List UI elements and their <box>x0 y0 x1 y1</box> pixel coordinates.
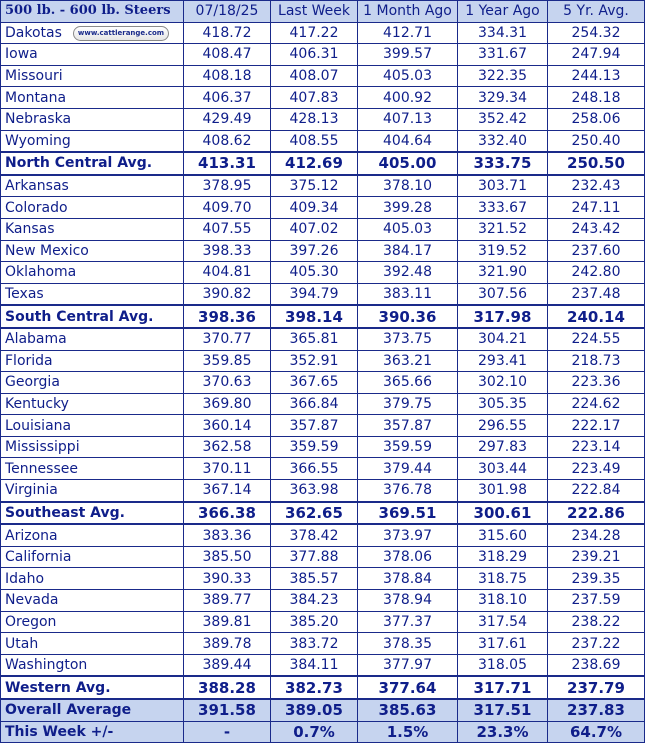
cell-value: 218.73 <box>548 350 645 372</box>
header-weight-class: 500 lb. - 600 lb. Steers <box>1 1 184 23</box>
cell-value: 357.87 <box>358 415 458 437</box>
cell-value: 406.31 <box>271 44 358 66</box>
row-label: California <box>1 546 184 568</box>
table-row <box>1 633 645 655</box>
cell-value: 321.52 <box>458 218 548 240</box>
row-label: Florida <box>1 350 184 372</box>
row-label: Arkansas <box>1 175 184 197</box>
cell-value: 404.64 <box>358 130 458 152</box>
row-label: Alabama <box>1 328 184 350</box>
cell-value: - <box>184 721 271 743</box>
cell-value: 369.51 <box>358 502 458 525</box>
cell-value: 412.71 <box>358 22 458 44</box>
cell-value: 237.83 <box>548 699 645 721</box>
row-label: Colorado <box>1 197 184 219</box>
row-label: Georgia <box>1 372 184 394</box>
cell-value: 384.23 <box>271 590 358 612</box>
table-row <box>1 590 645 612</box>
cell-value: 397.26 <box>271 240 358 262</box>
cell-value: 366.84 <box>271 393 358 415</box>
cell-value: 363.21 <box>358 350 458 372</box>
cell-value: 238.69 <box>548 654 645 676</box>
header-last-week: Last Week <box>271 1 358 23</box>
cell-value: 352.91 <box>271 350 358 372</box>
cell-value: 390.33 <box>184 568 271 590</box>
cell-value: 408.07 <box>271 65 358 87</box>
table-row <box>1 458 645 480</box>
table-row <box>1 480 645 502</box>
cell-value: 359.59 <box>271 436 358 458</box>
header-five-year-avg: 5 Yr. Avg. <box>548 1 645 23</box>
row-label: Kansas <box>1 218 184 240</box>
cell-value: 333.75 <box>458 152 548 175</box>
cell-value: 239.21 <box>548 546 645 568</box>
cell-value: 370.11 <box>184 458 271 480</box>
cell-value: 408.47 <box>184 44 271 66</box>
cell-value: 237.48 <box>548 283 645 305</box>
cell-value: 359.59 <box>358 436 458 458</box>
avg-row <box>1 305 645 328</box>
cell-value: 322.35 <box>458 65 548 87</box>
cell-value: 247.11 <box>548 197 645 219</box>
cell-value: 429.49 <box>184 108 271 130</box>
row-label: Utah <box>1 633 184 655</box>
cell-value: 237.59 <box>548 590 645 612</box>
cell-value: 391.58 <box>184 699 271 721</box>
cell-value: 223.49 <box>548 458 645 480</box>
cell-value: 378.84 <box>358 568 458 590</box>
overall-row <box>1 699 645 721</box>
cell-value: 378.10 <box>358 175 458 197</box>
cell-value: 318.05 <box>458 654 548 676</box>
cell-value: 383.36 <box>184 524 271 546</box>
cell-value: 222.84 <box>548 480 645 502</box>
table-row <box>1 568 645 590</box>
cell-value: 382.73 <box>271 676 358 699</box>
cell-value: 303.44 <box>458 458 548 480</box>
row-label <box>1 22 184 44</box>
row-label-text: Dakotas <box>5 24 62 41</box>
cell-value: 407.13 <box>358 108 458 130</box>
table-row <box>1 393 645 415</box>
cell-value: 390.36 <box>358 305 458 328</box>
cell-value: 318.75 <box>458 568 548 590</box>
avg-row <box>1 676 645 699</box>
cell-value: 405.00 <box>358 152 458 175</box>
table-row <box>1 372 645 394</box>
table-row <box>1 175 645 197</box>
cell-value: 332.40 <box>458 130 548 152</box>
row-label: Wyoming <box>1 130 184 152</box>
cell-value: 333.67 <box>458 197 548 219</box>
row-label: Arizona <box>1 524 184 546</box>
cell-value: 307.56 <box>458 283 548 305</box>
row-label: Idaho <box>1 568 184 590</box>
table-row <box>1 240 645 262</box>
cell-value: 0.7% <box>271 721 358 743</box>
change-row <box>1 721 645 743</box>
avg-row <box>1 152 645 175</box>
cell-value: 389.78 <box>184 633 271 655</box>
cell-value: 405.30 <box>271 262 358 284</box>
cell-value: 223.14 <box>548 436 645 458</box>
cell-value: 377.64 <box>358 676 458 699</box>
table-row <box>1 218 645 240</box>
cell-value: 379.75 <box>358 393 458 415</box>
cell-value: 378.94 <box>358 590 458 612</box>
table-row <box>1 87 645 109</box>
cell-value: 334.31 <box>458 22 548 44</box>
cell-value: 258.06 <box>548 108 645 130</box>
cell-value: 243.42 <box>548 218 645 240</box>
cell-value: 385.57 <box>271 568 358 590</box>
cell-value: 388.28 <box>184 676 271 699</box>
cell-value: 362.58 <box>184 436 271 458</box>
cell-value: 222.86 <box>548 502 645 525</box>
table-row <box>1 108 645 130</box>
cell-value: 318.10 <box>458 590 548 612</box>
cell-value: 321.90 <box>458 262 548 284</box>
cell-value: 378.35 <box>358 633 458 655</box>
cell-value: 373.75 <box>358 328 458 350</box>
cell-value: 238.22 <box>548 611 645 633</box>
header-current-date: 07/18/25 <box>184 1 271 23</box>
cell-value: 377.97 <box>358 654 458 676</box>
row-label: Louisiana <box>1 415 184 437</box>
cell-value: 357.87 <box>271 415 358 437</box>
cell-value: 406.37 <box>184 87 271 109</box>
cell-value: 377.88 <box>271 546 358 568</box>
row-label: Nevada <box>1 590 184 612</box>
table-row <box>1 611 645 633</box>
row-label: Mississippi <box>1 436 184 458</box>
row-label: Southeast Avg. <box>1 502 184 525</box>
cell-value: 239.35 <box>548 568 645 590</box>
cell-value: 242.80 <box>548 262 645 284</box>
cell-value: 237.79 <box>548 676 645 699</box>
cell-value: 405.03 <box>358 218 458 240</box>
row-label: Kentucky <box>1 393 184 415</box>
row-label: Nebraska <box>1 108 184 130</box>
cell-value: 398.14 <box>271 305 358 328</box>
cell-value: 331.67 <box>458 44 548 66</box>
cell-value: 247.94 <box>548 44 645 66</box>
header-one-month-ago: 1 Month Ago <box>358 1 458 23</box>
cell-value: 365.81 <box>271 328 358 350</box>
cell-value: 398.33 <box>184 240 271 262</box>
cell-value: 302.10 <box>458 372 548 394</box>
cell-value: 254.32 <box>548 22 645 44</box>
cell-value: 390.82 <box>184 283 271 305</box>
cell-value: 389.81 <box>184 611 271 633</box>
cell-value: 301.98 <box>458 480 548 502</box>
cell-value: 407.55 <box>184 218 271 240</box>
cell-value: 237.60 <box>548 240 645 262</box>
cell-value: 317.98 <box>458 305 548 328</box>
cell-value: 398.36 <box>184 305 271 328</box>
cell-value: 392.48 <box>358 262 458 284</box>
cell-value: 224.62 <box>548 393 645 415</box>
table-row <box>1 328 645 350</box>
cell-value: 366.38 <box>184 502 271 525</box>
cell-value: 317.61 <box>458 633 548 655</box>
row-label: New Mexico <box>1 240 184 262</box>
cell-value: 428.13 <box>271 108 358 130</box>
row-label: Western Avg. <box>1 676 184 699</box>
row-label: Oregon <box>1 611 184 633</box>
cell-value: 367.65 <box>271 372 358 394</box>
cell-value: 317.71 <box>458 676 548 699</box>
cell-value: 250.50 <box>548 152 645 175</box>
cell-value: 404.81 <box>184 262 271 284</box>
cell-value: 370.77 <box>184 328 271 350</box>
cell-value: 303.71 <box>458 175 548 197</box>
cell-value: 385.63 <box>358 699 458 721</box>
cell-value: 379.44 <box>358 458 458 480</box>
cell-value: 369.80 <box>184 393 271 415</box>
cell-value: 413.31 <box>184 152 271 175</box>
table-row <box>1 130 645 152</box>
cell-value: 23.3% <box>458 721 548 743</box>
cell-value: 412.69 <box>271 152 358 175</box>
cell-value: 300.61 <box>458 502 548 525</box>
cell-value: 389.77 <box>184 590 271 612</box>
row-label: Virginia <box>1 480 184 502</box>
cell-value: 366.55 <box>271 458 358 480</box>
cell-value: 400.92 <box>358 87 458 109</box>
row-label: This Week +/- <box>1 721 184 743</box>
cell-value: 399.57 <box>358 44 458 66</box>
table-row <box>1 436 645 458</box>
cell-value: 378.42 <box>271 524 358 546</box>
cell-value: 384.11 <box>271 654 358 676</box>
table-row <box>1 283 645 305</box>
row-label: Tennessee <box>1 458 184 480</box>
cell-value: 64.7% <box>548 721 645 743</box>
cell-value: 318.29 <box>458 546 548 568</box>
table-row <box>1 654 645 676</box>
cell-value: 304.21 <box>458 328 548 350</box>
table-body <box>1 22 645 743</box>
cell-value: 384.17 <box>358 240 458 262</box>
cell-value: 319.52 <box>458 240 548 262</box>
row-label: Oklahoma <box>1 262 184 284</box>
table-row <box>1 197 645 219</box>
cell-value: 389.05 <box>271 699 358 721</box>
cell-value: 315.60 <box>458 524 548 546</box>
cell-value: 399.28 <box>358 197 458 219</box>
cell-value: 385.50 <box>184 546 271 568</box>
cell-value: 363.98 <box>271 480 358 502</box>
cell-value: 375.12 <box>271 175 358 197</box>
cell-value: 297.83 <box>458 436 548 458</box>
cell-value: 244.13 <box>548 65 645 87</box>
cell-value: 222.17 <box>548 415 645 437</box>
cell-value: 232.43 <box>548 175 645 197</box>
table-row <box>1 22 645 44</box>
cell-value: 407.02 <box>271 218 358 240</box>
cell-value: 378.06 <box>358 546 458 568</box>
cell-value: 370.63 <box>184 372 271 394</box>
cell-value: 385.20 <box>271 611 358 633</box>
cell-value: 305.35 <box>458 393 548 415</box>
row-label: Overall Average <box>1 699 184 721</box>
cell-value: 394.79 <box>271 283 358 305</box>
cell-value: 409.34 <box>271 197 358 219</box>
table-row <box>1 415 645 437</box>
table-row <box>1 44 645 66</box>
cell-value: 408.62 <box>184 130 271 152</box>
cell-value: 373.97 <box>358 524 458 546</box>
cell-value: 296.55 <box>458 415 548 437</box>
table-row <box>1 65 645 87</box>
row-label: Missouri <box>1 65 184 87</box>
table-row <box>1 524 645 546</box>
cell-value: 408.55 <box>271 130 358 152</box>
cell-value: 317.51 <box>458 699 548 721</box>
row-label: North Central Avg. <box>1 152 184 175</box>
cell-value: 237.22 <box>548 633 645 655</box>
table-row <box>1 546 645 568</box>
cell-value: 223.36 <box>548 372 645 394</box>
header-one-year-ago: 1 Year Ago <box>458 1 548 23</box>
cell-value: 367.14 <box>184 480 271 502</box>
cell-value: 365.66 <box>358 372 458 394</box>
cell-value: 405.03 <box>358 65 458 87</box>
row-label: Texas <box>1 283 184 305</box>
cell-value: 360.14 <box>184 415 271 437</box>
cell-value: 408.18 <box>184 65 271 87</box>
cell-value: 362.65 <box>271 502 358 525</box>
cell-value: 407.83 <box>271 87 358 109</box>
cell-value: 317.54 <box>458 611 548 633</box>
cell-value: 389.44 <box>184 654 271 676</box>
cell-value: 248.18 <box>548 87 645 109</box>
cell-value: 329.34 <box>458 87 548 109</box>
cell-value: 293.41 <box>458 350 548 372</box>
cell-value: 383.11 <box>358 283 458 305</box>
avg-row <box>1 502 645 525</box>
cell-value: 234.28 <box>548 524 645 546</box>
row-label: Montana <box>1 87 184 109</box>
cell-value: 409.70 <box>184 197 271 219</box>
cell-value: 378.95 <box>184 175 271 197</box>
table-row <box>1 262 645 284</box>
row-label: Washington <box>1 654 184 676</box>
cell-value: 417.22 <box>271 22 358 44</box>
cell-value: 359.85 <box>184 350 271 372</box>
cell-value: 352.42 <box>458 108 548 130</box>
cell-value: 240.14 <box>548 305 645 328</box>
cell-value: 376.78 <box>358 480 458 502</box>
table-row <box>1 350 645 372</box>
header-row <box>1 1 645 23</box>
row-label: South Central Avg. <box>1 305 184 328</box>
row-label: Iowa <box>1 44 184 66</box>
cell-value: 1.5% <box>358 721 458 743</box>
cell-value: 377.37 <box>358 611 458 633</box>
cell-value: 418.72 <box>184 22 271 44</box>
cell-value: 383.72 <box>271 633 358 655</box>
cell-value: 250.40 <box>548 130 645 152</box>
cell-value: 224.55 <box>548 328 645 350</box>
cattlerange-logo-badge: www.cattlerange.com <box>73 26 169 41</box>
